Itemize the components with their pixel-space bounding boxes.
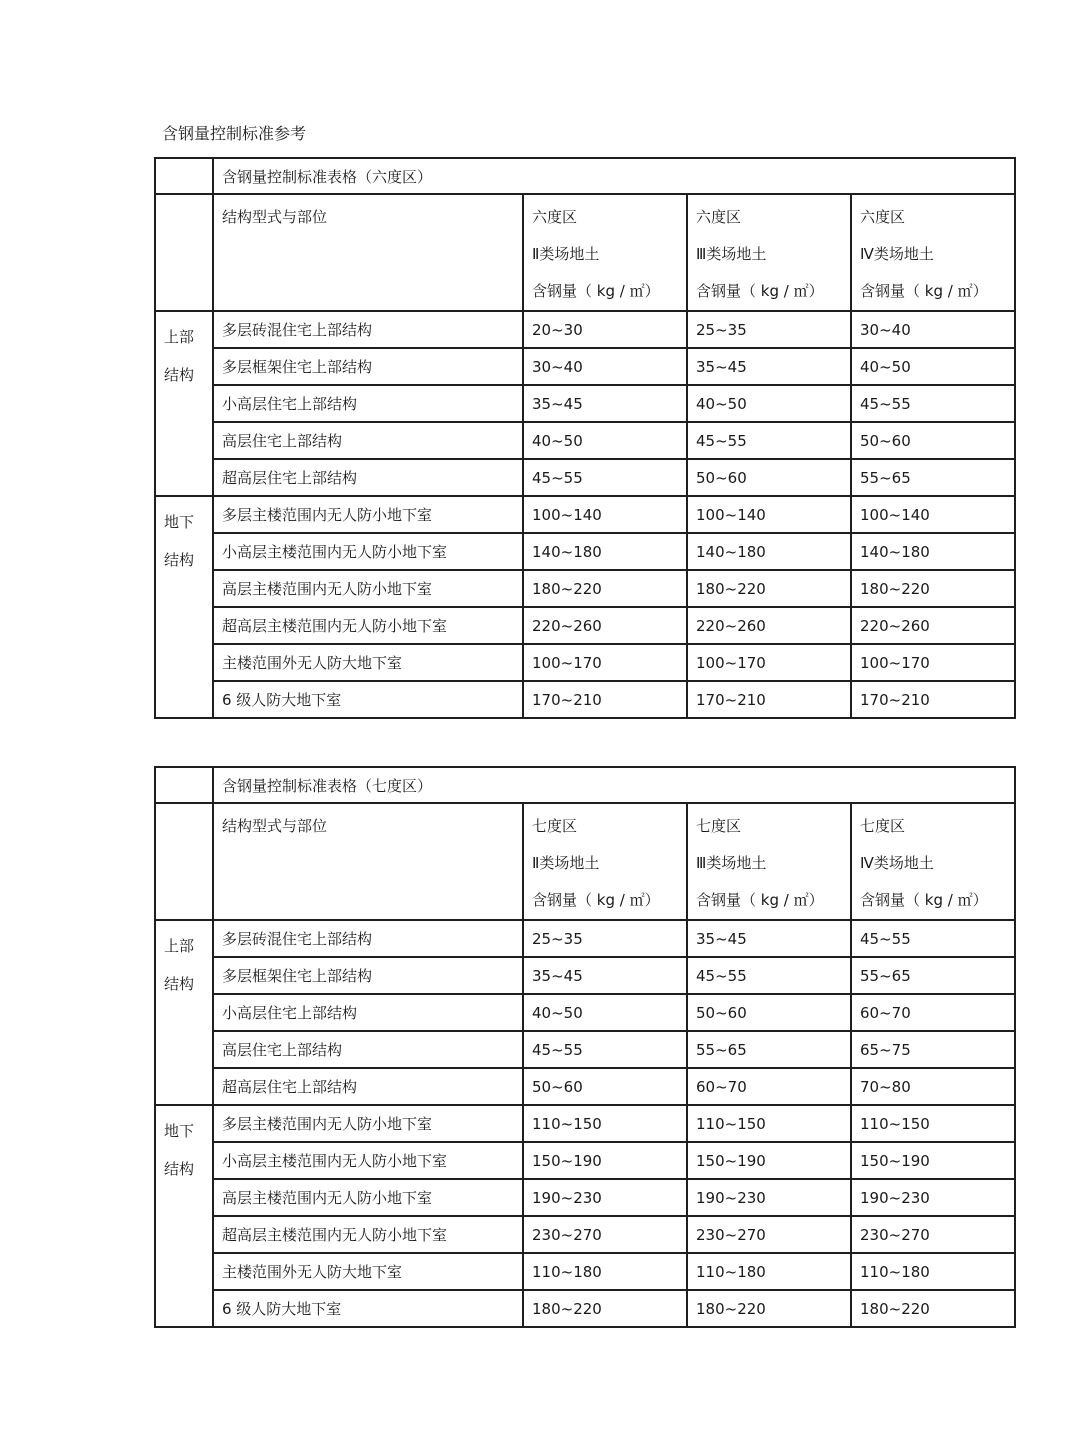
- steel-content-table-7-degree: [154, 766, 1016, 1328]
- steel-range-cell: 40~50: [687, 385, 851, 422]
- structure-name-cell: 小高层主楼范围内无人防小地下室: [213, 1142, 523, 1179]
- steel-range-cell: 25~35: [523, 920, 687, 957]
- steel-range-cell: 190~230: [851, 1179, 1015, 1216]
- structure-name-cell: 多层砖混住宅上部结构: [213, 920, 523, 957]
- steel-range-cell: 140~180: [523, 533, 687, 570]
- corner-cell: [155, 767, 213, 803]
- table-row: [155, 994, 1015, 1031]
- structure-column-label: 结构型式与部位: [222, 208, 328, 226]
- table-row: [155, 1216, 1015, 1253]
- seismic-zone-label: 六度区: [696, 208, 742, 226]
- table-caption: 含钢量控制标准表格（七度区）: [213, 767, 1015, 803]
- structure-name-cell: 小高层住宅上部结构: [213, 994, 523, 1031]
- site-soil-class-label: Ⅳ类场地土: [860, 854, 934, 872]
- seismic-zone-label: 六度区: [860, 208, 906, 226]
- steel-range-cell: 45~55: [687, 422, 851, 459]
- table-row: [155, 459, 1015, 496]
- steel-range-cell: 170~210: [687, 681, 851, 718]
- steel-range-cell: 220~260: [851, 607, 1015, 644]
- steel-range-cell: 55~65: [687, 1031, 851, 1068]
- steel-range-cell: 60~70: [687, 1068, 851, 1105]
- steel-unit-label: 含钢量（ kg / ㎡）: [532, 282, 660, 300]
- zone-column-header: [851, 803, 1015, 920]
- zone-column-header: [523, 803, 687, 920]
- group-label-cell: [155, 1105, 213, 1327]
- steel-range-cell: 110~150: [523, 1105, 687, 1142]
- steel-range-cell: 150~190: [523, 1142, 687, 1179]
- steel-range-cell: 55~65: [851, 459, 1015, 496]
- steel-range-cell: 100~170: [523, 644, 687, 681]
- steel-range-cell: 50~60: [523, 1068, 687, 1105]
- steel-range-cell: 110~180: [687, 1253, 851, 1290]
- structure-column-header: [213, 803, 523, 920]
- table-row: [155, 385, 1015, 422]
- steel-range-cell: 45~55: [523, 459, 687, 496]
- steel-range-cell: 40~50: [523, 994, 687, 1031]
- structure-name-cell: 主楼范围外无人防大地下室: [213, 644, 523, 681]
- steel-range-cell: 50~60: [687, 459, 851, 496]
- corner-cell: [155, 158, 213, 194]
- steel-range-cell: 40~50: [851, 348, 1015, 385]
- steel-range-cell: 100~140: [523, 496, 687, 533]
- table-row: [155, 957, 1015, 994]
- steel-range-cell: 45~55: [851, 385, 1015, 422]
- seismic-zone-label: 七度区: [696, 817, 742, 835]
- steel-range-cell: 180~220: [687, 1290, 851, 1327]
- group-label-cell: [155, 311, 213, 496]
- table-row: [155, 1253, 1015, 1290]
- structure-name-cell: 高层住宅上部结构: [213, 1031, 523, 1068]
- steel-range-cell: 180~220: [687, 570, 851, 607]
- steel-range-cell: 40~50: [523, 422, 687, 459]
- table-row: [155, 422, 1015, 459]
- structure-name-cell: 高层主楼范围内无人防小地下室: [213, 570, 523, 607]
- table-row: [155, 1142, 1015, 1179]
- steel-range-cell: 150~190: [687, 1142, 851, 1179]
- document-title: 含钢量控制标准参考: [162, 124, 307, 143]
- structure-name-cell: 多层框架住宅上部结构: [213, 957, 523, 994]
- steel-range-cell: 30~40: [851, 311, 1015, 348]
- group-label-line1: 地下: [164, 513, 195, 531]
- steel-range-cell: 65~75: [851, 1031, 1015, 1068]
- steel-range-cell: 50~60: [687, 994, 851, 1031]
- table-row: [155, 1068, 1015, 1105]
- steel-range-cell: 170~210: [523, 681, 687, 718]
- steel-range-cell: 45~55: [687, 957, 851, 994]
- steel-range-cell: 100~170: [851, 644, 1015, 681]
- table-row: [155, 311, 1015, 348]
- steel-range-cell: 50~60: [851, 422, 1015, 459]
- structure-name-cell: 小高层主楼范围内无人防小地下室: [213, 533, 523, 570]
- steel-range-cell: 110~150: [687, 1105, 851, 1142]
- structure-name-cell: 多层主楼范围内无人防小地下室: [213, 496, 523, 533]
- steel-range-cell: 35~45: [523, 957, 687, 994]
- steel-range-cell: 45~55: [851, 920, 1015, 957]
- steel-range-cell: 70~80: [851, 1068, 1015, 1105]
- steel-range-cell: 100~170: [687, 644, 851, 681]
- steel-range-cell: 60~70: [851, 994, 1015, 1031]
- table-row: [155, 920, 1015, 957]
- header-row: [155, 803, 1015, 920]
- structure-name-cell: 多层砖混住宅上部结构: [213, 311, 523, 348]
- steel-range-cell: 20~30: [523, 311, 687, 348]
- steel-range-cell: 100~140: [687, 496, 851, 533]
- header-row: [155, 194, 1015, 311]
- group-label-line2: 结构: [164, 1160, 195, 1178]
- structure-name-cell: 多层框架住宅上部结构: [213, 348, 523, 385]
- steel-content-table-6-degree: [154, 157, 1016, 719]
- steel-range-cell: 30~40: [523, 348, 687, 385]
- steel-range-cell: 230~270: [851, 1216, 1015, 1253]
- table-row: [155, 1031, 1015, 1068]
- table-row: [155, 1290, 1015, 1327]
- seismic-zone-label: 六度区: [532, 208, 578, 226]
- caption-row: [155, 767, 1015, 803]
- steel-unit-label: 含钢量（ kg / ㎡）: [696, 891, 824, 909]
- steel-range-cell: 180~220: [851, 570, 1015, 607]
- steel-range-cell: 55~65: [851, 957, 1015, 994]
- seismic-zone-label: 七度区: [860, 817, 906, 835]
- steel-unit-label: 含钢量（ kg / ㎡）: [860, 282, 988, 300]
- steel-range-cell: 150~190: [851, 1142, 1015, 1179]
- structure-name-cell: 主楼范围外无人防大地下室: [213, 1253, 523, 1290]
- steel-unit-label: 含钢量（ kg / ㎡）: [860, 891, 988, 909]
- steel-range-cell: 180~220: [523, 570, 687, 607]
- steel-range-cell: 100~140: [851, 496, 1015, 533]
- structure-name-cell: 超高层主楼范围内无人防小地下室: [213, 607, 523, 644]
- steel-range-cell: 35~45: [687, 920, 851, 957]
- caption-row: [155, 158, 1015, 194]
- group-label-cell: [155, 920, 213, 1105]
- steel-range-cell: 230~270: [687, 1216, 851, 1253]
- site-soil-class-label: Ⅲ类场地土: [696, 854, 767, 872]
- table-row: [155, 607, 1015, 644]
- group-label-cell: [155, 496, 213, 718]
- structure-name-cell: 小高层住宅上部结构: [213, 385, 523, 422]
- steel-range-cell: 45~55: [523, 1031, 687, 1068]
- structure-name-cell: 多层主楼范围内无人防小地下室: [213, 1105, 523, 1142]
- steel-unit-label: 含钢量（ kg / ㎡）: [696, 282, 824, 300]
- structure-name-cell: 高层住宅上部结构: [213, 422, 523, 459]
- structure-column-header: [213, 194, 523, 311]
- table-row: [155, 496, 1015, 533]
- table-row: [155, 533, 1015, 570]
- steel-range-cell: 35~45: [687, 348, 851, 385]
- site-soil-class-label: Ⅳ类场地土: [860, 245, 934, 263]
- group-label-line1: 地下: [164, 1122, 195, 1140]
- group-label-line2: 结构: [164, 551, 195, 569]
- steel-range-cell: 35~45: [523, 385, 687, 422]
- structure-name-cell: 超高层住宅上部结构: [213, 459, 523, 496]
- steel-range-cell: 230~270: [523, 1216, 687, 1253]
- steel-range-cell: 180~220: [851, 1290, 1015, 1327]
- corner-cell: [155, 803, 213, 920]
- table-row: [155, 681, 1015, 718]
- structure-column-label: 结构型式与部位: [222, 817, 328, 835]
- zone-column-header: [687, 194, 851, 311]
- steel-range-cell: 140~180: [851, 533, 1015, 570]
- steel-range-cell: 220~260: [523, 607, 687, 644]
- group-label-line1: 上部: [164, 937, 195, 955]
- steel-unit-label: 含钢量（ kg / ㎡）: [532, 891, 660, 909]
- steel-range-cell: 190~230: [687, 1179, 851, 1216]
- group-label-line2: 结构: [164, 366, 195, 384]
- site-soil-class-label: Ⅱ类场地土: [532, 245, 600, 263]
- steel-range-cell: 110~180: [851, 1253, 1015, 1290]
- seismic-zone-label: 七度区: [532, 817, 578, 835]
- structure-name-cell: 超高层住宅上部结构: [213, 1068, 523, 1105]
- table-caption: 含钢量控制标准表格（六度区）: [213, 158, 1015, 194]
- table-row: [155, 1105, 1015, 1142]
- zone-column-header: [687, 803, 851, 920]
- zone-column-header: [851, 194, 1015, 311]
- steel-range-cell: 190~230: [523, 1179, 687, 1216]
- structure-name-cell: 高层主楼范围内无人防小地下室: [213, 1179, 523, 1216]
- table-row: [155, 570, 1015, 607]
- structure-name-cell: 6 级人防大地下室: [213, 681, 523, 718]
- table-row: [155, 348, 1015, 385]
- corner-cell: [155, 194, 213, 311]
- steel-range-cell: 25~35: [687, 311, 851, 348]
- steel-range-cell: 110~180: [523, 1253, 687, 1290]
- site-soil-class-label: Ⅱ类场地土: [532, 854, 600, 872]
- table-row: [155, 644, 1015, 681]
- table-row: [155, 1179, 1015, 1216]
- zone-column-header: [523, 194, 687, 311]
- steel-range-cell: 170~210: [851, 681, 1015, 718]
- site-soil-class-label: Ⅲ类场地土: [696, 245, 767, 263]
- steel-range-cell: 220~260: [687, 607, 851, 644]
- steel-range-cell: 110~150: [851, 1105, 1015, 1142]
- group-label-line2: 结构: [164, 975, 195, 993]
- group-label-line1: 上部: [164, 328, 195, 346]
- steel-range-cell: 180~220: [523, 1290, 687, 1327]
- structure-name-cell: 超高层主楼范围内无人防小地下室: [213, 1216, 523, 1253]
- structure-name-cell: 6 级人防大地下室: [213, 1290, 523, 1327]
- steel-range-cell: 140~180: [687, 533, 851, 570]
